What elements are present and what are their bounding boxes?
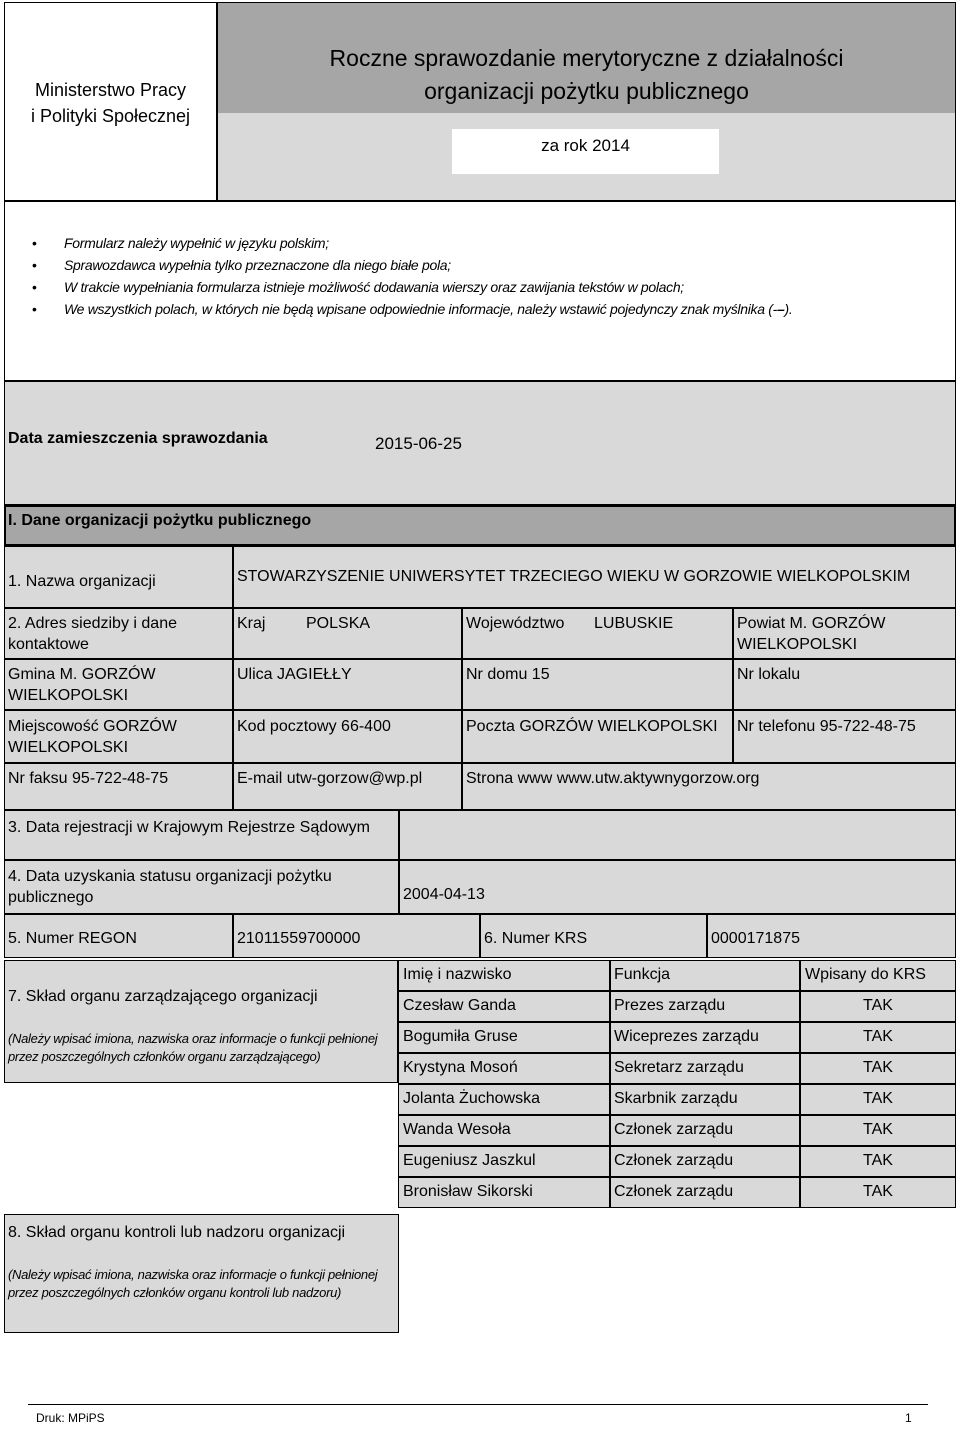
- krs-label: 6. Numer KRS: [484, 930, 588, 947]
- instruction-4-text: We wszystkich polach, w których nie będą wpisane odpowiednie informacje, należy wstawić pojedynczy znak myślnika (-: [64, 301, 778, 317]
- board-label: 7. Skład organu zarządzającego organizacji: [8, 988, 318, 1005]
- instruction-4-end: ).: [784, 301, 793, 317]
- www-value: Strona www www.utw.aktywnygorzow.org: [466, 770, 760, 787]
- board-member-function: Skarbnik zarządu: [614, 1090, 738, 1107]
- publication-label: Data zamieszczenia sprawozdania: [8, 430, 268, 447]
- board-member-function: Sekretarz zarządu: [614, 1059, 744, 1076]
- supervision-label: 8. Skład organu kontroli lub nadzoru organizacji: [8, 1224, 346, 1241]
- board-member-name: Krystyna Mosoń: [403, 1059, 518, 1076]
- board-member-function: Wiceprezes zarządu: [614, 1028, 759, 1045]
- instruction-4-dash: –: [777, 301, 785, 317]
- board-member-name: Eugeniusz Jaszkul: [403, 1152, 536, 1169]
- kod-value: Kod pocztowy 66-400: [237, 718, 391, 735]
- bullet: •: [32, 301, 37, 317]
- board-member-krs: TAK: [863, 1152, 893, 1169]
- board-header-function: Funkcja: [614, 966, 671, 983]
- regon-label: 5. Numer REGON: [8, 930, 137, 947]
- organization-name: STOWARZYSZENIE UNIWERSYTET TRZECIEGO WIEKU W GORZOWIE WIELKOPOLSKIM: [237, 568, 911, 585]
- board-member-krs: TAK: [863, 1121, 893, 1138]
- gmina-value: Gmina M. GORZÓW WIELKOPOLSKI: [8, 666, 156, 704]
- report-title-line1: Roczne sprawozdanie merytoryczne z działalności: [329, 45, 844, 71]
- miejscowosc-value: Miejscowość GORZÓW WIELKOPOLSKI: [8, 718, 177, 756]
- supervision-note: (Należy wpisać imiona, nazwiska oraz informacje o funkcji pełnionej przez poszczególnych członków organu kontroli lub nadzoru): [8, 1267, 378, 1300]
- krs-date-value-cell: [399, 810, 956, 860]
- woj-value: LUBUSKIE: [594, 615, 674, 632]
- bullet: •: [32, 235, 37, 251]
- bullet: •: [32, 257, 37, 273]
- instruction-4: [64, 299, 792, 320]
- footer-rule: [28, 1404, 928, 1405]
- regon-value: 21011559700000: [237, 930, 361, 947]
- board-member-function: Członek zarządu: [614, 1183, 734, 1200]
- board-member-name: Czesław Ganda: [403, 997, 516, 1014]
- print-label: Druk: MPiPS: [36, 1411, 105, 1425]
- page-number: 1: [905, 1411, 912, 1425]
- board-member-krs: TAK: [863, 1183, 893, 1200]
- report-title-line2: organizacji pożytku publicznego: [424, 78, 749, 104]
- ministry-line2: i Polityki Społecznej: [30, 106, 191, 126]
- instruction-2: Sprawozdawca wypełnia tylko przeznaczone dla niego białe pola;: [64, 257, 451, 273]
- board-member-krs: TAK: [863, 997, 893, 1014]
- board-member-function: Prezes zarządu: [614, 997, 726, 1014]
- board-member-name: Jolanta Żuchowska: [403, 1090, 540, 1107]
- section1-title: I. Dane organizacji pożytku publicznego: [8, 512, 312, 529]
- ministry-line1: Ministerstwo Pracy: [34, 80, 187, 100]
- board-header-krs: Wpisany do KRS: [805, 966, 926, 983]
- nr-lokalu-label: Nr lokalu: [737, 666, 801, 683]
- telefon-value: Nr telefonu 95-722-48-75: [737, 718, 916, 735]
- nr-domu-value: Nr domu 15: [466, 666, 550, 683]
- status-date: 2004-04-13: [403, 886, 485, 903]
- ulica-value: Ulica JAGIEŁŁY: [237, 666, 352, 683]
- woj-label: Województwo: [466, 615, 565, 632]
- instruction-3: W trakcie wypełniania formularza istnieje możliwość dodawania wierszy oraz zawijania tekstów w polach;: [64, 279, 684, 295]
- name-label: 1. Nazwa organizacji: [8, 573, 156, 590]
- kraj-value: POLSKA: [306, 615, 371, 632]
- board-note: (Należy wpisać imiona, nazwiska oraz informacje o funkcji pełnionej przez poszczególnych członków organu zarządzającego): [8, 1031, 378, 1064]
- board-member-krs: TAK: [863, 1059, 893, 1076]
- email-value: E-mail utw-gorzow@wp.pl: [237, 770, 423, 787]
- address-label: 2. Adres siedziby i dane kontaktowe: [8, 615, 177, 653]
- instruction-1: Formularz należy wypełnić w języku polskim;: [64, 235, 329, 251]
- faks-value: Nr faksu 95-722-48-75: [8, 770, 169, 787]
- board-member-function: Członek zarządu: [614, 1152, 734, 1169]
- board-member-krs: TAK: [863, 1090, 893, 1107]
- krs-value: 0000171875: [711, 930, 800, 947]
- year-label: za rok 2014: [541, 136, 630, 155]
- status-label: 4. Data uzyskania statusu organizacji pożytku publicznego: [8, 868, 332, 906]
- publication-date: 2015-06-25: [375, 434, 462, 453]
- poczta-value: Poczta GORZÓW WIELKOPOLSKI: [466, 718, 718, 735]
- board-member-name: Bogumiła Gruse: [403, 1028, 518, 1045]
- board-header-name: Imię i nazwisko: [403, 966, 512, 983]
- board-member-krs: TAK: [863, 1028, 893, 1045]
- kraj-label: Kraj: [237, 615, 266, 632]
- board-member-name: Bronisław Sikorski: [403, 1183, 533, 1200]
- bullet: •: [32, 279, 37, 295]
- krs-date-label: 3. Data rejestracji w Krajowym Rejestrze Sądowym: [8, 819, 370, 836]
- board-member-function: Członek zarządu: [614, 1121, 734, 1138]
- board-member-name: Wanda Wesoła: [403, 1121, 511, 1138]
- powiat-value: Powiat M. GORZÓW WIELKOPOLSKI: [737, 615, 886, 653]
